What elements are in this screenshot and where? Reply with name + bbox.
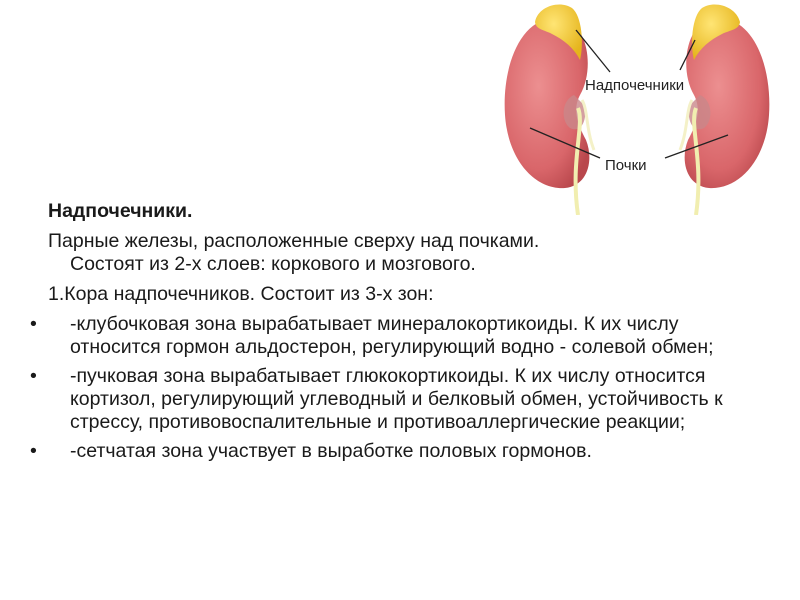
bullet-icon: • [30,440,37,462]
kidney-label: Почки [605,157,647,174]
bullet-icon: • [30,365,37,387]
intro-line-2: Состоят из 2-х слоев: коркового и мозгового. [70,253,476,275]
zones-list [30,313,768,463]
cortex-line: 1.Кора надпочечников. Состоит из 3-х зон: [48,283,434,305]
section-heading: Надпочечники. [48,200,193,222]
list-item [30,313,768,359]
adrenal-label: Надпочечники [585,77,685,94]
kidneys-adrenals-diagram [490,0,790,215]
intro-line-1: Парные железы, расположенные сверху над почками. [48,230,540,252]
kidney-illustration [490,0,790,215]
intro-paragraph [48,230,768,276]
list-item-text: -пучковая зона вырабатывает глюкокортикоиды. К их числу относится кортизол, регулирующий углеводный и белковый обмен, устойчивость к стрессу, противовоспалительные и противоаллергические реакции; [70,365,723,433]
list-item-text: -сетчатая зона участвует в выработке половых гормонов. [70,440,592,462]
list-item-text: -клубочковая зона вырабатывает минералокортикоиды. К их числу относится гормон альдостерон, регулирующий водно - солевой обмен; [70,313,714,358]
list-item [30,440,768,463]
list-item [30,365,768,434]
text-body [30,200,768,469]
bullet-icon: • [30,313,37,335]
